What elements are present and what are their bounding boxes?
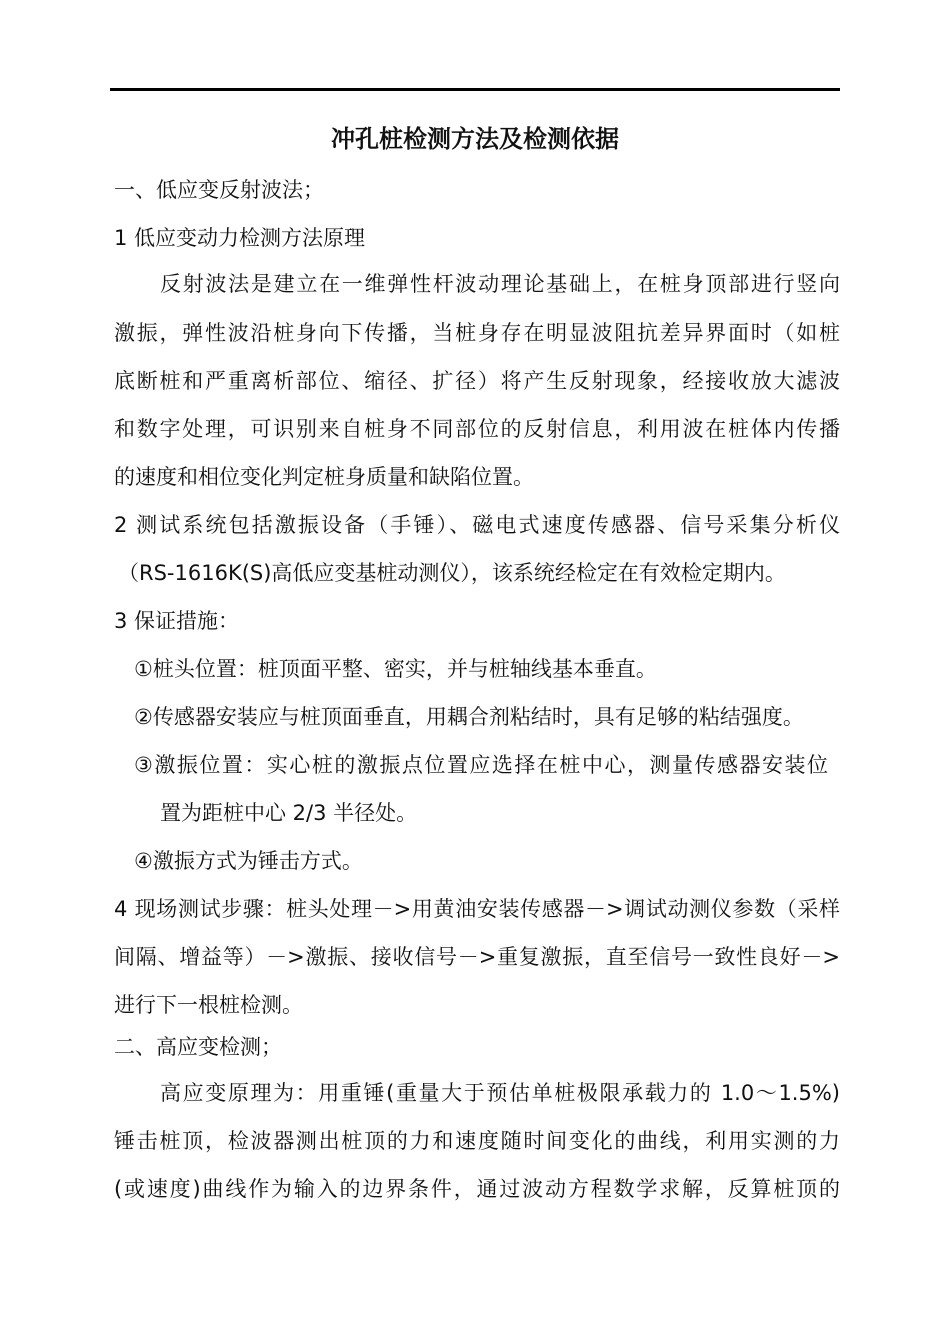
list-item: ④激振方式为锤击方式。 [134,849,363,873]
paragraph-line: 高应变原理为：用重锤(重量大于预估单桩极限承载力的 1.0～1.5%) [160,1081,840,1105]
list-item-continuation: 置为距桩中心 2/3 半径处。 [160,801,418,825]
paragraph-line: 4 现场测试步骤：桩头处理－>用黄油安装传感器－>调试动测仪参数（采样 [114,897,840,921]
list-item: ②传感器安装应与桩顶面垂直，用耦合剂粘结时，具有足够的粘结强度。 [134,705,804,729]
subsection-heading: 3 保证措施： [114,609,240,633]
header-rule [110,88,840,91]
section-heading: 一、低应变反射波法； [114,178,324,202]
list-item: ①桩头位置：桩顶面平整、密实，并与桩轴线基本垂直。 [134,657,657,681]
paragraph-line: 和数字处理，可识别来自桩身不同部位的反射信息，利用波在桩体内传播 [114,417,840,441]
subsection-heading: 1 低应变动力检测方法原理 [114,226,366,250]
paragraph-line: (或速度)曲线作为输入的边界条件，通过波动方程数学求解，反算桩顶的 [114,1177,840,1201]
paragraph-line: 反射波法是建立在一维弹性杆波动理论基础上，在桩身顶部进行竖向 [160,272,840,296]
list-item: ③激振位置：实心桩的激振点位置应选择在桩中心，测量传感器安装位 [134,753,828,777]
section-heading: 二、高应变检测； [114,1035,282,1059]
paragraph-line: 的速度和相位变化判定桩身质量和缺陷位置。 [114,465,534,489]
paragraph-line: （RS-1616K(S)高低应变基桩动测仪），该系统经检定在有效检定期内。 [118,561,786,585]
page-title: 冲孔桩检测方法及检测依据 [331,125,619,153]
paragraph-line: 激振，弹性波沿桩身向下传播，当桩身存在明显波阻抗差异界面时（如桩 [114,321,840,345]
paragraph-line: 2 测试系统包括激振设备（手锤）、磁电式速度传感器、信号采集分析仪 [114,513,840,537]
paragraph-line: 锤击桩顶，检波器测出桩顶的力和速度随时间变化的曲线，利用实测的力 [114,1129,840,1153]
paragraph-line: 底断桩和严重离析部位、缩径、扩径）将产生反射现象，经接收放大滤波 [114,369,840,393]
paragraph-line: 进行下一根桩检测。 [114,993,303,1017]
paragraph-line: 间隔、增益等）－>激振、接收信号－>重复激振，直至信号一致性良好－> [114,945,840,969]
